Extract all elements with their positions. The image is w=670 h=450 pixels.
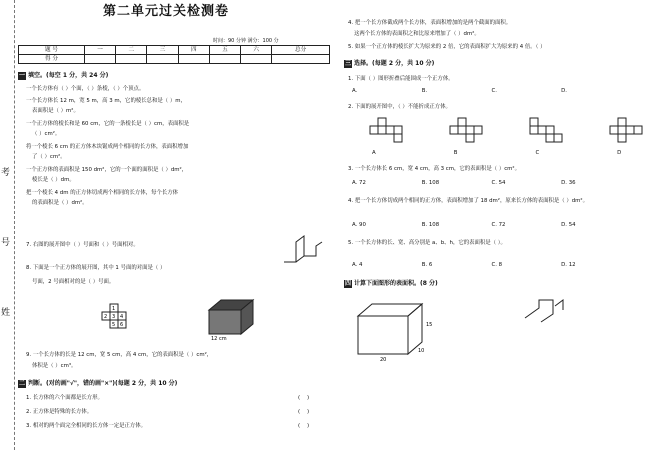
question-4-cont: 了（ ）cm²。 xyxy=(32,154,66,160)
question-3: 一个正方体的棱长和是 60 cm，它的一条棱长是（ ）cm，表面积是 xyxy=(26,121,190,127)
right-page xyxy=(344,0,662,450)
answer-paren[interactable]: ( ) xyxy=(298,423,310,429)
question-3-cont: （ ）cm²。 xyxy=(32,131,61,137)
option[interactable]: C. xyxy=(491,88,497,94)
question-8: 8. 下面是一个正方体的展开图，其中 1 号面的对面是（ ） xyxy=(26,265,166,271)
net-label: 3 xyxy=(112,314,116,320)
net-label: 2 xyxy=(104,314,108,320)
option[interactable]: A. 72 xyxy=(352,180,366,186)
question-5: 一个正方体的表面积是 150 dm²，它的一个面的面积是（ ）dm²， xyxy=(26,167,188,173)
section-3-heading xyxy=(344,60,434,68)
judge-2: 2. 正方体是特殊的长方体。 xyxy=(26,409,93,415)
section-4-heading xyxy=(344,280,438,288)
question-4: 将一个棱长 6 cm 的正方体木块锯成两个相同的长方体，表面积增加 xyxy=(26,144,189,150)
section-number: 三 xyxy=(344,60,351,67)
option[interactable]: C. 8 xyxy=(491,262,503,268)
option[interactable]: B. 6 xyxy=(421,262,433,268)
judge-4-cont: 这两个长方体的表面积之和比原来增加了（ ）dm²。 xyxy=(354,31,480,37)
section-number: 四 xyxy=(344,280,351,287)
question-5-cont: 棱长是（ ）dm。 xyxy=(32,177,75,183)
section-1-heading xyxy=(18,72,108,80)
choice-3: 3. 一个长方体长 6 cm，宽 4 cm，高 3 cm，它的表面积是（ ）cm²。 xyxy=(348,166,520,172)
score-header: 三 xyxy=(147,46,178,55)
score-table xyxy=(18,45,330,64)
option[interactable]: C. 54 xyxy=(491,180,506,186)
left-page xyxy=(18,0,330,450)
choice-3-options xyxy=(352,180,629,187)
score-header: 六 xyxy=(241,46,272,55)
choice-5: 5. 一个长方体的长、宽、高分别是 a、b、h，它的表面积是（ ）。 xyxy=(348,240,506,246)
choice-4: 4. 把一个长方体切成两个相同的正方体，表面积增加了 18 dm²，原来长方体的表面积是（ ）dm²。 xyxy=(348,198,588,204)
option[interactable]: B. 108 xyxy=(421,180,440,186)
score-row-label: 得 分 xyxy=(19,55,85,64)
judge-4: 4. 把一个长方体截成两个长方体，表面积增加的是两个截面的面积。 xyxy=(348,20,512,26)
score-header: 总分 xyxy=(272,46,330,55)
section-number: 二 xyxy=(18,380,25,387)
cube-net-figure xyxy=(100,302,136,336)
score-cell[interactable] xyxy=(241,55,272,64)
height-label: 15 xyxy=(426,322,433,328)
choice-1-options xyxy=(352,88,629,95)
option[interactable]: A. 4 xyxy=(352,262,363,268)
section-title: 计算下面图形的表面积。(8 分) xyxy=(354,280,438,287)
score-header: 四 xyxy=(178,46,209,55)
option[interactable]: C xyxy=(535,150,540,156)
margin-char: 姓 xyxy=(1,308,11,318)
question-9: 9. 一个长方体的长是 12 cm，宽 5 cm，高 4 cm，它的表面积是（ ）cm²， xyxy=(26,352,213,358)
net-label: 6 xyxy=(120,322,124,328)
question-6-cont: 的表面积是（ ）dm²。 xyxy=(32,200,88,206)
question-8-cont: 号面，2 号面相对的是（ ）号面。 xyxy=(32,279,115,285)
depth-label: 10 xyxy=(418,348,425,354)
judge-5: 5. 如果一个正方体的棱长扩大为原来的 2 倍，它的表面积扩大为原来的 4 倍。（ ） xyxy=(348,44,546,50)
cuboid-surface-area-figure xyxy=(352,298,442,362)
option[interactable]: C. 72 xyxy=(491,222,506,228)
score-cell[interactable] xyxy=(84,55,115,64)
option[interactable]: B. xyxy=(421,88,428,94)
judge-1: 1. 长方体的六个面都是长方形。 xyxy=(26,395,103,401)
option[interactable]: B xyxy=(453,150,458,156)
choice-5-options xyxy=(352,262,629,269)
score-cell[interactable] xyxy=(178,55,209,64)
net-label: 5 xyxy=(112,322,116,328)
answer-paren[interactable]: ( ) xyxy=(298,409,310,415)
question-7: 7. 右图的展开图中（ ）号面和（ ）号面相对。 xyxy=(26,242,139,248)
question-2: 一个长方体长 12 m，宽 5 m，高 3 m，它的棱长总和是（ ）m， xyxy=(26,98,186,104)
score-header: 一 xyxy=(84,46,115,55)
cuboid-figure xyxy=(203,296,263,340)
cube-net-diagram xyxy=(280,232,326,270)
section-number: 一 xyxy=(18,72,25,79)
option[interactable]: B. 108 xyxy=(421,222,440,228)
dimension-label: 12 cm xyxy=(211,336,227,340)
exam-meta: 时间：90 分钟 满分：100 分 xyxy=(213,38,279,44)
question-6: 把一个棱长 4 dm 的正方体切成两个相同的长方体，每个长方体 xyxy=(26,190,179,196)
net-options-figure xyxy=(364,116,654,152)
margin-char: 考 xyxy=(1,168,11,178)
choice-2-options xyxy=(372,150,657,157)
option[interactable]: A. xyxy=(352,88,358,94)
option[interactable]: D. 36 xyxy=(561,180,576,186)
option[interactable]: A xyxy=(372,150,376,156)
score-header: 五 xyxy=(209,46,240,55)
option[interactable]: D xyxy=(617,150,622,156)
width-label: 20 xyxy=(380,357,387,362)
cube-corner-figure xyxy=(519,296,579,326)
score-cell[interactable] xyxy=(116,55,147,64)
question-9-cont: 体积是（ ）cm³。 xyxy=(32,363,77,369)
option[interactable]: D. xyxy=(561,88,568,94)
option[interactable]: D. 54 xyxy=(561,222,576,228)
question-1: 一个长方体有（ ）个面，（ ）条棱，（ ）个顶点。 xyxy=(26,86,145,92)
net-label: 1 xyxy=(112,306,116,312)
binding-margin xyxy=(0,0,15,450)
question-2-cont: 表面积是（ ）m²。 xyxy=(32,108,79,114)
score-cell[interactable] xyxy=(147,55,178,64)
choice-2: 2. 下面的展开图中，（ ）不能折成正方体。 xyxy=(348,104,451,110)
section-title: 填空。(每空 1 分，共 24 分) xyxy=(28,72,109,79)
option[interactable]: A. 90 xyxy=(352,222,366,228)
choice-1: 1. 下面（ ）图形折叠后能围成一个正方体。 xyxy=(348,76,454,82)
score-header: 二 xyxy=(116,46,147,55)
section-title: 选择。(每题 2 分，共 10 分) xyxy=(354,60,435,67)
net-label: 4 xyxy=(120,314,124,320)
section-2-heading xyxy=(18,380,177,388)
score-cell[interactable] xyxy=(272,55,330,64)
judge-3: 3. 相对的两个面完全相同的长方体一定是正方体。 xyxy=(26,423,147,429)
section-title: 判断。(对的画"√"，错的画"×")(每题 2 分，共 10 分) xyxy=(28,380,178,387)
margin-char: 号 xyxy=(1,238,11,248)
score-cell[interactable] xyxy=(209,55,240,64)
option[interactable]: D. 12 xyxy=(561,262,576,268)
score-header: 题 号 xyxy=(19,46,85,55)
page-title: 第二单元过关检测卷 xyxy=(103,4,230,19)
choice-4-options xyxy=(352,222,629,229)
answer-paren[interactable]: ( ) xyxy=(298,395,310,401)
